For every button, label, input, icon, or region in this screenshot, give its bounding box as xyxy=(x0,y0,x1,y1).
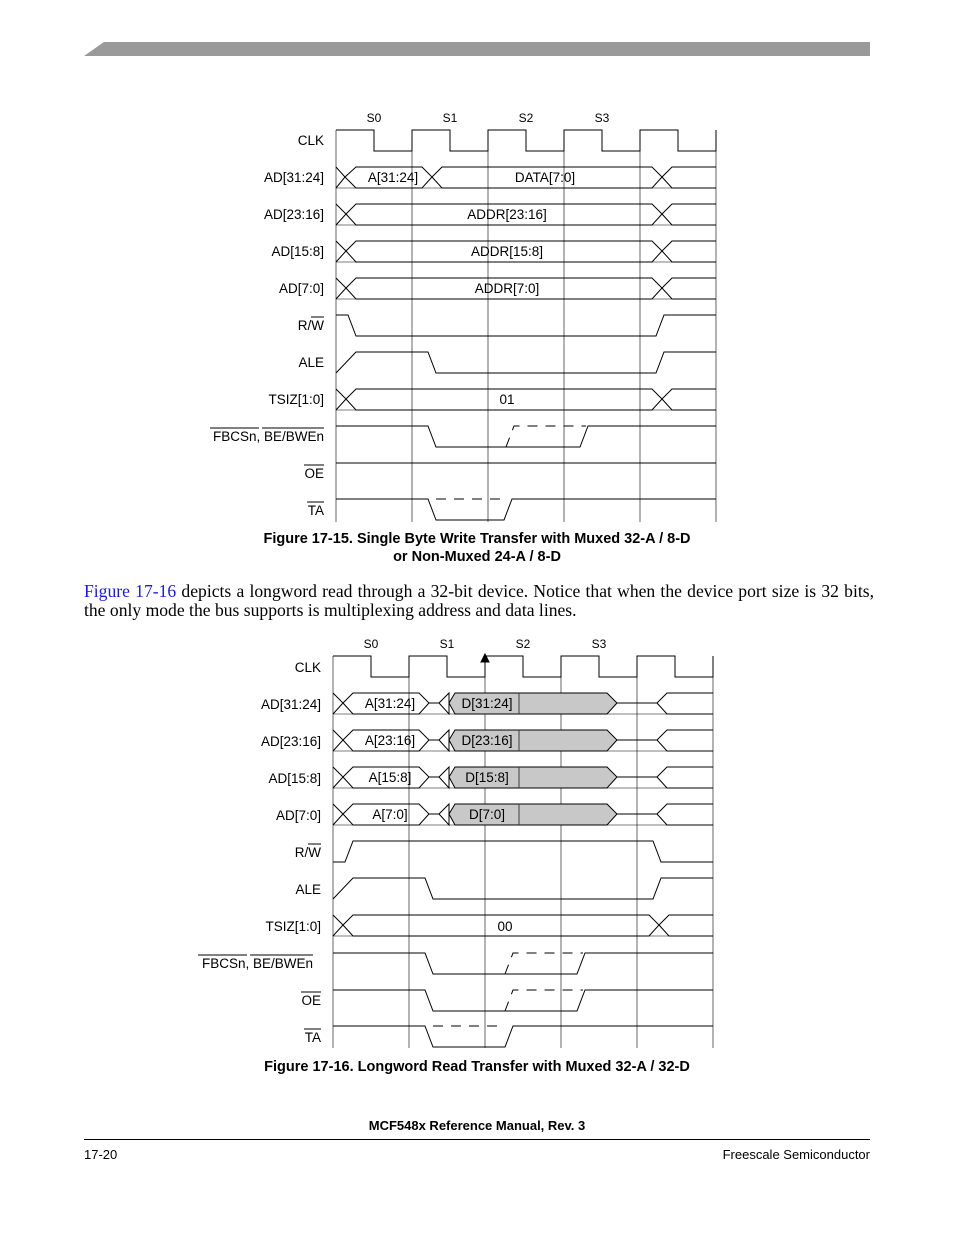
signal-label: CLK xyxy=(297,133,324,148)
bus-value-label: ADDR[7:0] xyxy=(474,281,540,296)
paragraph-text: depicts a longword read through a 32-bit device. Notice that when the device port size is 32 bits, the only mode the bus supports is multiplexing address and data lines. xyxy=(84,581,874,620)
data-label: D[15:8] xyxy=(465,770,509,785)
address-label: A[31:24] xyxy=(364,696,416,711)
state-label: S0 xyxy=(366,111,382,125)
signal-label: AD[31:24] xyxy=(263,170,324,185)
signal-label: TA xyxy=(307,503,324,518)
footer-divider xyxy=(84,1139,870,1140)
figure-caption-line2: or Non-Muxed 24-A / 8-D xyxy=(393,549,561,565)
state-label: S1 xyxy=(442,111,458,125)
figure-caption-line1: Figure 17-15. Single Byte Write Transfer with Muxed 32-A / 8-D xyxy=(263,531,691,547)
manual-title: MCF548x Reference Manual, Rev. 3 xyxy=(368,1118,586,1133)
signal-label: AD[23:16] xyxy=(260,734,321,749)
company-name: Freescale Semiconductor xyxy=(722,1147,870,1162)
signal-label: AD[7:0] xyxy=(278,281,324,296)
page-number: 17-20 xyxy=(84,1147,118,1162)
state-label: S3 xyxy=(591,637,607,651)
signal-label: R/W xyxy=(297,318,324,333)
data-label: D[7:0] xyxy=(468,807,506,822)
address-label: A[15:8] xyxy=(368,770,412,785)
address-label: A[7:0] xyxy=(372,807,408,822)
signal-label: ALE xyxy=(295,882,321,897)
signal-label: AD[23:16] xyxy=(263,207,324,222)
body-paragraph xyxy=(84,582,874,620)
bus-value-label: 01 xyxy=(499,392,515,407)
state-label: S1 xyxy=(439,637,455,651)
data-label: D[23:16] xyxy=(461,733,513,748)
address-label: A[23:16] xyxy=(364,733,416,748)
bus-value-label: ADDR[15:8] xyxy=(470,244,544,259)
state-label: S2 xyxy=(515,637,531,651)
figure-link[interactable]: Figure 17-16 xyxy=(84,581,177,601)
signal-label: TSIZ[1:0] xyxy=(265,919,321,934)
signal-label: OE xyxy=(301,993,321,1008)
signal-label: TSIZ[1:0] xyxy=(268,392,324,407)
signal-label: AD[31:24] xyxy=(260,697,321,712)
state-label: S0 xyxy=(363,637,379,651)
figure-caption: Figure 17-16. Longword Read Transfer with Muxed 32-A / 32-D xyxy=(264,1059,690,1075)
signal-label: CLK xyxy=(294,660,321,675)
data-label: D[31:24] xyxy=(461,696,513,711)
tsiz-value-label: 00 xyxy=(497,919,513,934)
bus-value-label: ADDR[23:16] xyxy=(467,207,547,222)
signal-label: ALE xyxy=(298,355,324,370)
bus-value-label: DATA[7:0] xyxy=(514,170,576,185)
signal-label: TA xyxy=(304,1030,321,1045)
signal-label: OE xyxy=(304,466,324,481)
header-bar xyxy=(0,0,954,70)
state-label: S2 xyxy=(518,111,534,125)
signal-label: AD[7:0] xyxy=(275,808,321,823)
timing-diagram-figure-17-16 xyxy=(0,628,954,1056)
signal-label: AD[15:8] xyxy=(271,244,324,259)
state-label: S3 xyxy=(594,111,610,125)
signal-label: R/W xyxy=(294,845,321,860)
signal-label: FBCSn, BE/BWEn xyxy=(201,956,313,971)
bus-value-label: A[31:24] xyxy=(367,170,419,185)
signal-label: FBCSn, BE/BWEn xyxy=(212,429,324,444)
timing-diagram-figure-17-15 xyxy=(0,100,954,530)
signal-label: AD[15:8] xyxy=(268,771,321,786)
